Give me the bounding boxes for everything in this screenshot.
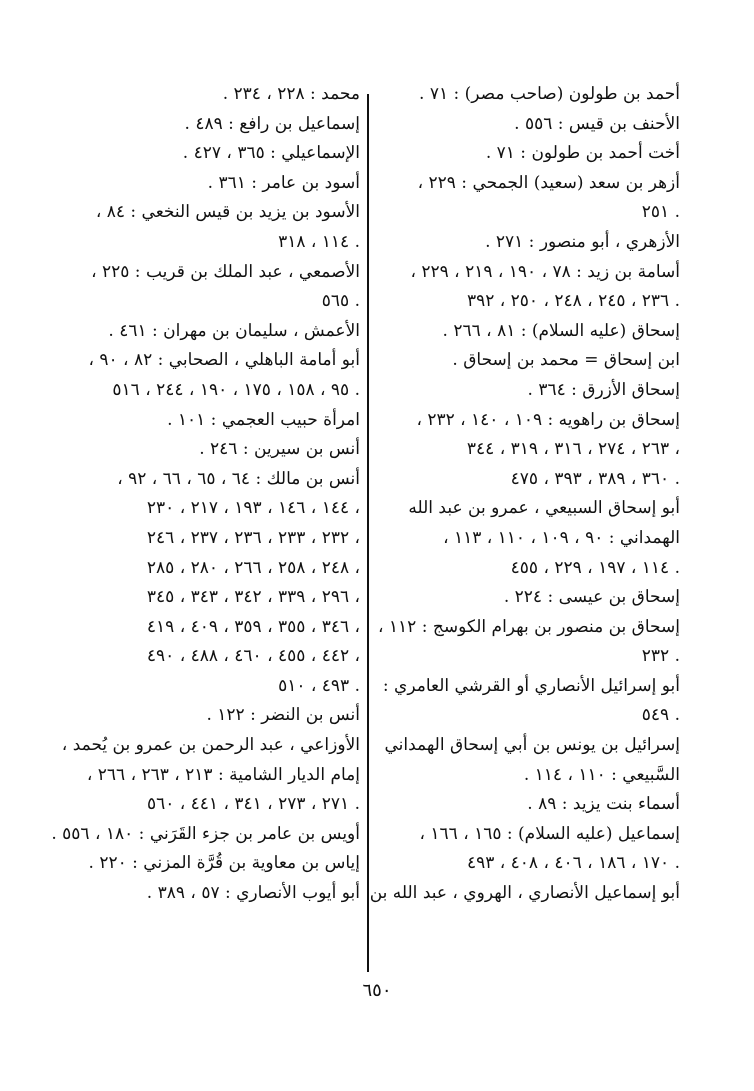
index-entry: أسود بن عامر : ٣٦١ .: [207, 172, 360, 193]
index-entry: الأصمعي ، عبد الملك بن قريب : ٢٢٥ ،: [91, 261, 360, 282]
index-entry: إسرائيل بن يونس بن أبي إسحاق الهمداني: [384, 735, 680, 756]
index-entry: ٢٥١ .: [641, 202, 680, 223]
index-entry: ٢٣٢ ، ٢٣٣ ، ٢٣٦ ، ٢٣٧ ، ٢٤٦ ،: [146, 527, 360, 548]
index-entry: إسحاق بن راهويه : ١٠٩ ، ١٤٠ ، ٢٣٢ ،: [416, 409, 680, 430]
index-entry: ١٧٠ ، ١٨٦ ، ٤٠٦ ، ٤٠٨ ، ٤٩٣ .: [466, 853, 680, 874]
index-entry: إسماعيل بن رافع : ٤٨٩ .: [184, 113, 360, 134]
index-column-right: [369, 80, 680, 909]
index-entry: ٤٩٣ ، ٥١٠ .: [278, 675, 360, 696]
index-entry: ١٤٤ ، ١٤٦ ، ١٩٣ ، ٢١٧ ، ٢٣٠ ،: [146, 498, 360, 519]
index-entry: ٣٤٦ ، ٣٥٥ ، ٣٥٩ ، ٤٠٩ ، ٤١٩ ،: [146, 616, 360, 637]
index-entry: الأحنف بن قيس : ٥٥٦ .: [514, 113, 680, 134]
index-entry: أحمد بن طولون (صاحب مصر) : ٧١ .: [419, 84, 680, 104]
index-entry: أنس بن النضر : ١٢٢ .: [206, 705, 360, 726]
index-entry: إسحاق بن منصور بن بهرام الكوسج : ١١٢ ،: [378, 616, 680, 637]
index-entry: إمام الديار الشامية : ٢١٣ ، ٢٦٣ ، ٢٦٦ ،: [86, 764, 360, 785]
page-number: ٦٥٠: [362, 980, 392, 1001]
index-entry: محمد : ٢٢٨ ، ٢٣٤ .: [222, 84, 360, 104]
index-entry: أنس بن مالك : ٦٤ ، ٦٥ ، ٦٦ ، ٩٢ ،: [117, 468, 360, 489]
index-entry: أبو إسحاق السبيعي ، عمرو بن عبد الله: [408, 498, 680, 519]
index-entry: أويس بن عامر بن جزء القَرَني : ١٨٠ ، ٥٥٦ .: [51, 823, 360, 844]
index-entry: الإسماعيلي : ٣٦٥ ، ٤٢٧ .: [182, 143, 360, 164]
index-entry: أبو أيوب الأنصاري : ٥٧ ، ٣٨٩ .: [146, 883, 360, 904]
index-column-left: [28, 80, 360, 909]
index-entry: ٢٣٦ ، ٢٤٥ ، ٢٤٨ ، ٢٥٠ ، ٣٩٢ .: [466, 291, 680, 312]
index-entry: ٥٤٩ .: [641, 705, 680, 726]
index-entry: إسحاق (عليه السلام) : ٨١ ، ٢٦٦ .: [442, 320, 680, 341]
index-entry: ١١٤ ، ١٩٧ ، ٢٢٩ ، ٤٥٥ .: [510, 557, 680, 578]
index-entry: ٥٦٥ .: [321, 291, 360, 312]
index-entry: امرأة حبيب العجمي : ١٠١ .: [167, 409, 360, 430]
index-entry: الهمداني : ٩٠ ، ١٠٩ ، ١١٠ ، ١١٣ ،: [443, 527, 680, 548]
index-entry: إسماعيل (عليه السلام) : ١٦٥ ، ١٦٦ ،: [419, 823, 680, 844]
index-entry: ٤٤٢ ، ٤٥٥ ، ٤٦٠ ، ٤٨٨ ، ٤٩٠ ،: [146, 646, 360, 667]
index-entry: أخت أحمد بن طولون : ٧١ .: [485, 143, 680, 164]
index-entry: ٢٤٨ ، ٢٥٨ ، ٢٦٦ ، ٢٨٠ ، ٢٨٥ ،: [146, 557, 360, 578]
index-entry: إياس بن معاوية بن قُرَّة المزني : ٢٢٠ .: [88, 853, 360, 874]
index-entry: ٢٧١ ، ٢٧٣ ، ٣٤١ ، ٤٤١ ، ٥٦٠ .: [146, 794, 360, 815]
index-entry: أبو إسماعيل الأنصاري ، الهروي ، عبد الله بن: [369, 883, 680, 904]
index-entry: ٢٩٦ ، ٣٣٩ ، ٣٤٢ ، ٣٤٣ ، ٣٤٥ ،: [146, 587, 360, 608]
index-entry: ٢٦٣ ، ٢٧٤ ، ٣١٦ ، ٣١٩ ، ٣٤٤ ،: [466, 439, 680, 460]
column-divider: [367, 94, 369, 972]
index-entry: إسحاق بن عيسى : ٢٢٤ .: [503, 587, 680, 608]
index-entry: ٩٥ ، ١٥٨ ، ١٧٥ ، ١٩٠ ، ٢٤٤ ، ٥١٦ .: [112, 379, 360, 400]
index-entry: الأزهري ، أبو منصور : ٢٧١ .: [485, 231, 680, 252]
index-entry: أنس بن سيرين : ٢٤٦ .: [199, 439, 360, 460]
index-entry: أزهر بن سعد (سعيد) الجمحي : ٢٢٩ ،: [417, 172, 680, 193]
index-entry: أسماء بنت يزيد : ٨٩ .: [527, 794, 680, 815]
index-entry: ٣٦٠ ، ٣٨٩ ، ٣٩٣ ، ٤٧٥ .: [510, 468, 680, 489]
index-entry: ١١٤ ، ٣١٨ .: [278, 231, 360, 252]
index-entry: الأوزاعي ، عبد الرحمن بن عمرو بن يُحمد ،: [61, 735, 360, 756]
index-entry: الأسود بن يزيد بن قيس النخعي : ٨٤ ،: [95, 202, 360, 223]
index-entry: أسامة بن زيد : ٧٨ ، ١٩٠ ، ٢١٩ ، ٢٢٩ ،: [410, 261, 680, 282]
index-entry: أبو أمامة الباهلي ، الصحابي : ٨٢ ، ٩٠ ،: [88, 350, 360, 371]
index-entry: ابن إسحاق = محمد بن إسحاق .: [452, 350, 680, 371]
index-entry: أبو إسرائيل الأنصاري أو القرشي العامري :: [382, 675, 680, 696]
index-entry: إسحاق الأزرق : ٣٦٤ .: [527, 379, 680, 400]
index-entry: السَّبيعي : ١١٠ ، ١١٤ .: [523, 764, 680, 785]
index-entry: ٢٣٢ .: [641, 646, 680, 667]
index-entry: الأعمش ، سليمان بن مهران : ٤٦١ .: [108, 320, 360, 341]
